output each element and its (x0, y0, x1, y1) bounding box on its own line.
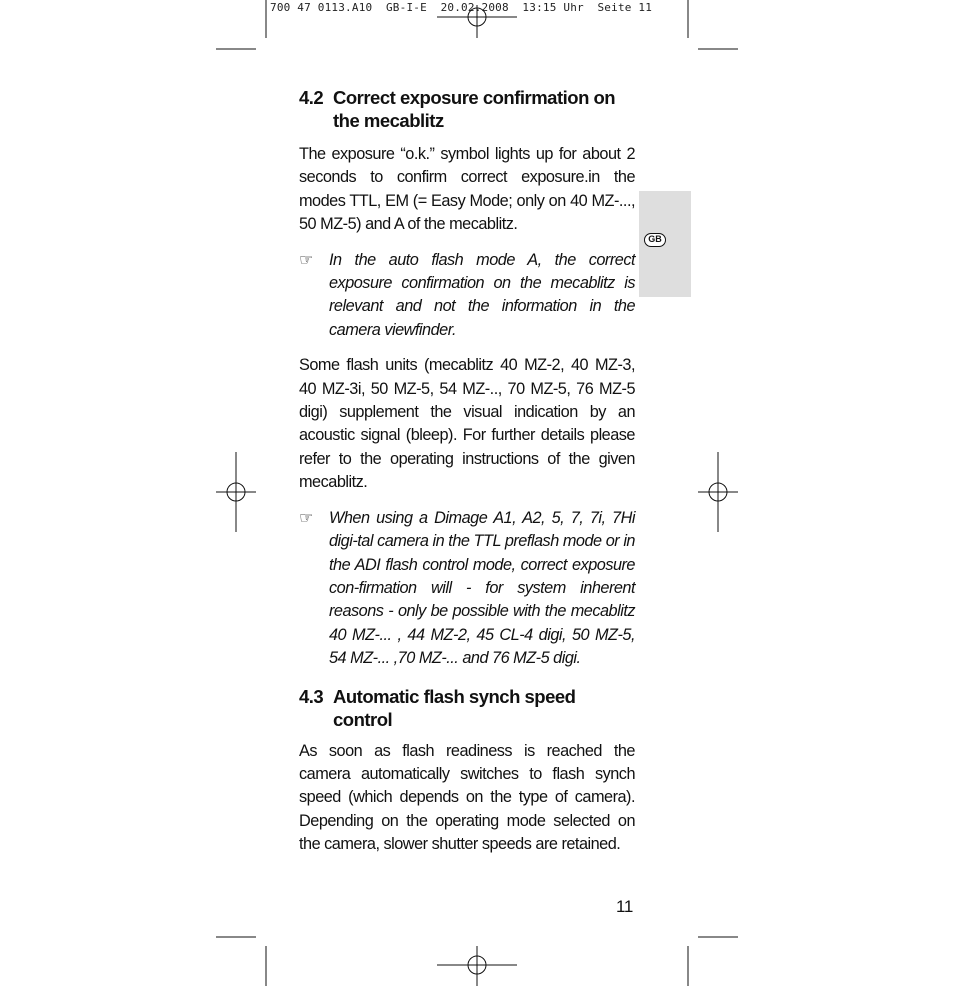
note (299, 507, 635, 671)
print-header: 700 47 0113.A10 GB-I-E 20.02.2008 13:15 Uhr Seite 11 (270, 1, 653, 14)
section-number: 4.2 (299, 87, 324, 108)
section-heading-4-3 (299, 685, 635, 731)
note (299, 249, 635, 343)
section-number: 4.3 (299, 685, 324, 707)
section-title: Correct exposure confirmation on the mecablitz (333, 87, 616, 131)
note-text: In the auto flash mode A, the correct exposure confirmation on the mecablitz is relevant and not the information in the camera viewfinder. (329, 250, 635, 339)
pointing-hand-icon: ☞ (299, 509, 313, 527)
section-heading-4-2 (299, 86, 635, 132)
page-number: 11 (616, 897, 634, 916)
paragraph: As soon as flash readiness is reached the camera automatically switches to flash synch speed (which depends on the type of camera). Depending on the operating mode selected on the camera, slower shutter speeds are retained. (299, 741, 635, 854)
language-badge: GB (644, 233, 666, 247)
paragraph: Some flash units (mecablitz 40 MZ-2, 40 MZ-3, 40 MZ-3i, 50 MZ-5, 54 MZ-.., 70 MZ-5, 76 MZ-5 digi) supplement the visual indication by an acoustic signal (bleep). For further details please refer to the operating instructions of the given mecablitz. (299, 356, 635, 492)
section-title: Automatic flash synch speed control (333, 685, 576, 730)
text-column (299, 86, 635, 857)
pointing-hand-icon: ☞ (299, 251, 313, 269)
paragraph: The exposure “o.k.” symbol lights up for about 2 seconds to confirm correct exposure.in the modes TTL, EM (= Easy Mode; only on 40 MZ-..., 50 MZ-5) and A of the mecablitz. (299, 145, 635, 234)
note-text: When using a Dimage A1, A2, 5, 7, 7i, 7Hi digi-tal camera in the TTL preflash mode or in the ADI flash control mode, correct exposure con-firmation will - for system inherent reasons - only be possible with the mecablitz 40 MZ-... , 44 MZ-2, 45 CL-4 digi, 50 MZ-5, 54 MZ-... ,70 MZ-... and 76 MZ-5 digi. (329, 508, 635, 668)
